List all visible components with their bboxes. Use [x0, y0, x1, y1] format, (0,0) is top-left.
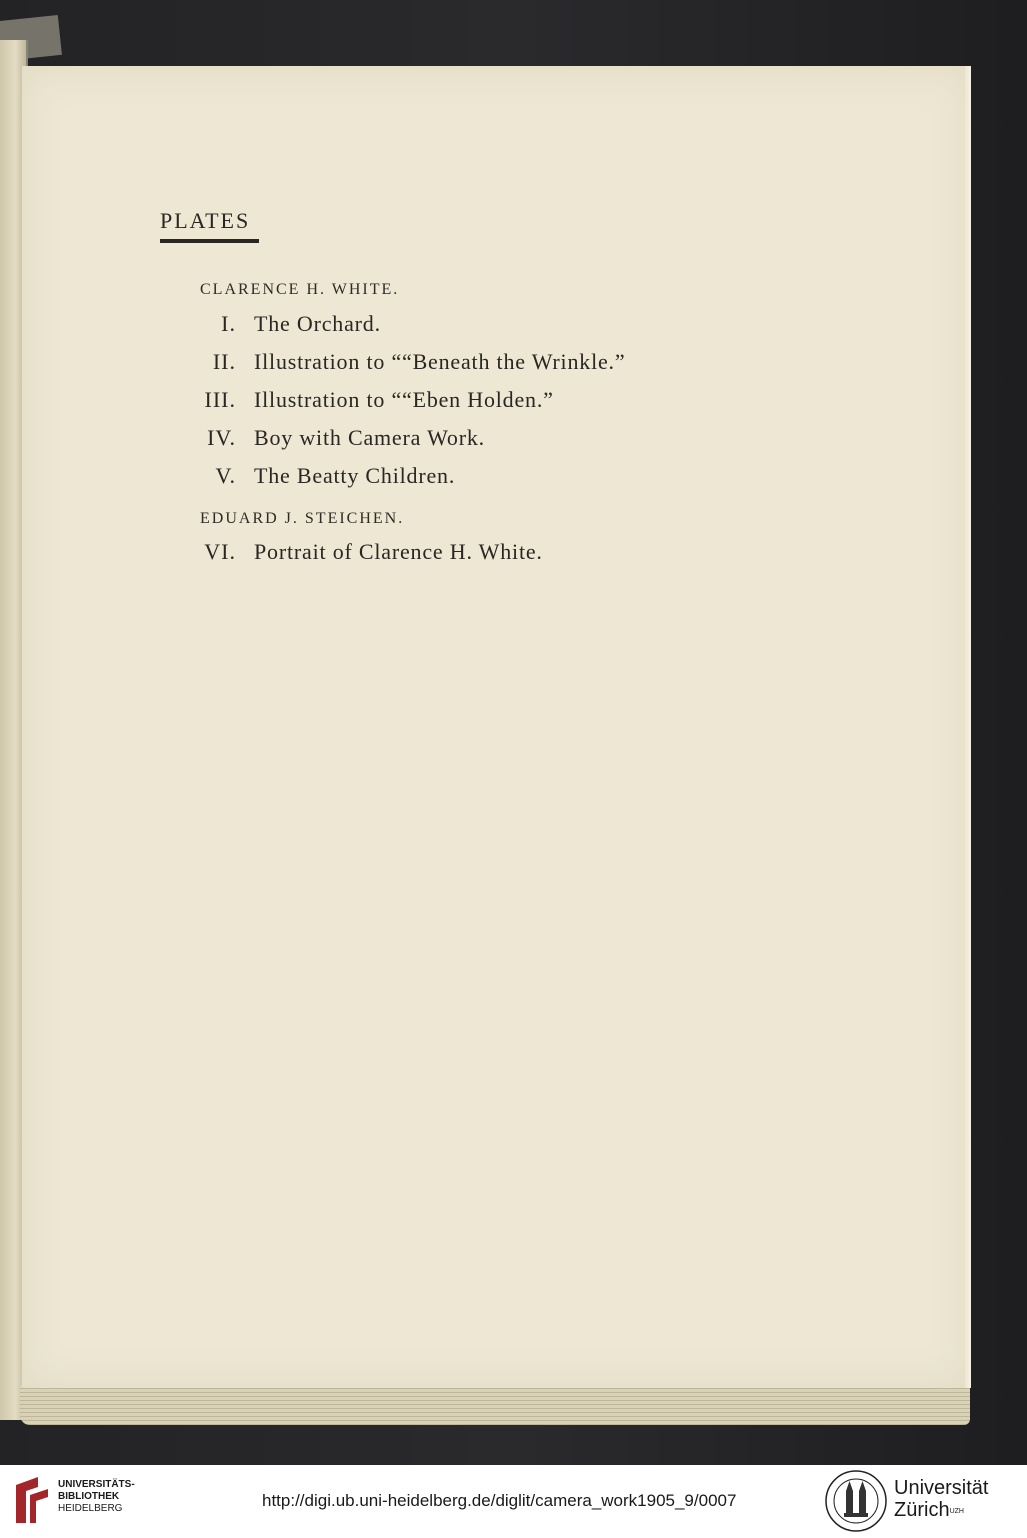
- plate-numeral: III.: [204, 387, 236, 412]
- photographer-heading-white: CLARENCE H. WHITE.: [200, 281, 400, 298]
- plate-title: Boy with Camera Work.: [254, 425, 485, 450]
- plate-numeral: II.: [212, 349, 236, 374]
- uzh-line-1: Universität: [894, 1477, 989, 1499]
- plate-title: Illustration to ““Eben Holden.”: [254, 387, 554, 412]
- plate-title: Portrait of Clarence H. White.: [254, 539, 543, 564]
- plates-heading: PLATES: [160, 208, 251, 233]
- plate-title: The Beatty Children.: [254, 463, 456, 488]
- uzh-name: [894, 1477, 988, 1521]
- heading-rule: [160, 239, 259, 243]
- uzh-seal-icon: [824, 1469, 888, 1533]
- photographer-heading-steichen: EDUARD J. STEICHEN.: [200, 510, 405, 527]
- plate-numeral: V.: [215, 463, 236, 488]
- page-stack-edge: [20, 1385, 970, 1425]
- library-line-3: HEIDELBERG: [58, 1503, 123, 1514]
- library-name: [58, 1479, 135, 1515]
- library-line-2: BIBLIOTHEK: [58, 1491, 120, 1502]
- library-line-1: UNIVERSITÄTS-: [58, 1479, 135, 1490]
- plate-numeral: IV.: [207, 425, 236, 450]
- plate-title: Illustration to ““Beneath the Wrinkle.”: [254, 349, 626, 374]
- plate-title: The Orchard.: [254, 311, 381, 336]
- book-page: [22, 66, 971, 1388]
- source-url-link[interactable]: http://digi.ub.uni-heidelberg.de/diglit/camera_work1905_9/0007: [262, 1491, 737, 1510]
- uzh-superscript: UZH: [949, 1508, 964, 1515]
- uzh-line-2: Zürich: [894, 1499, 950, 1521]
- plate-numeral: VI.: [204, 539, 236, 564]
- viewer-footer: [0, 1465, 1027, 1538]
- plate-numeral: I.: [221, 311, 236, 336]
- ub-heidelberg-logo-icon: [14, 1475, 50, 1525]
